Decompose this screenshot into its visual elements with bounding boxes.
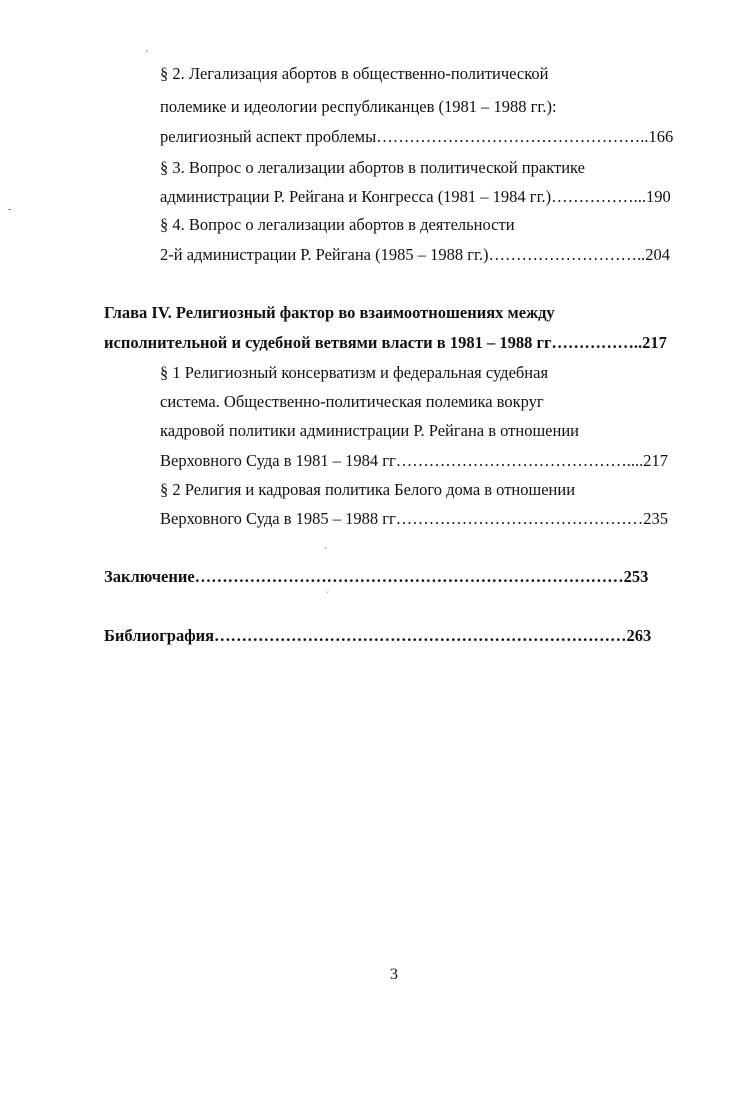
toc-line: § 2 Религия и кадровая политика Белого дома в отношении <box>160 480 576 499</box>
chapter-title-line: исполнительной и судебной ветвями власти в 1981 – 1988 гг……………..217 <box>104 333 667 352</box>
toc-line: § 2. Легализация абортов в общественно-политической <box>160 64 549 83</box>
toc-line: администрации Р. Рейгана и Конгресса (1981 – 1984 гг.)……………...190 <box>160 187 671 206</box>
toc-line: Верховного Суда в 1981 – 1984 гг……………………………………....217 <box>160 451 669 470</box>
toc-conclusion: Заключение……………………………………………………………………253 <box>104 567 649 586</box>
scan-mark: ' <box>146 49 148 60</box>
toc-line: § 3. Вопрос о легализации абортов в политической практике <box>160 158 585 177</box>
scan-mark: ´ <box>326 591 330 602</box>
toc-line: Верховного Суда в 1985 – 1988 гг………………………………………235 <box>160 509 669 528</box>
scan-mark: - <box>8 204 12 215</box>
toc-line: религиозный аспект проблемы…………………………………………..166 <box>160 127 674 146</box>
chapter-title-line: Глава IV. Религиозный фактор во взаимоотношениях между <box>104 303 555 322</box>
toc-line: кадровой политики администрации Р. Рейгана в отношении <box>160 421 579 440</box>
page-number: 3 <box>390 966 398 983</box>
toc-line: система. Общественно-политическая полемика вокруг <box>160 392 544 411</box>
toc-line: 2-й администрации Р. Рейгана (1985 – 1988 гг.)………………………..204 <box>160 245 671 264</box>
toc-line: § 4. Вопрос о легализации абортов в деятельности <box>160 215 515 234</box>
toc-line: § 1 Религиозный консерватизм и федеральная судебная <box>160 363 549 382</box>
scan-mark: ´ <box>324 547 328 558</box>
toc-bibliography: Библиография…………………………………………………………………263 <box>104 626 652 645</box>
toc-line: полемике и идеологии республиканцев (1981 – 1988 гг.): <box>160 97 557 116</box>
